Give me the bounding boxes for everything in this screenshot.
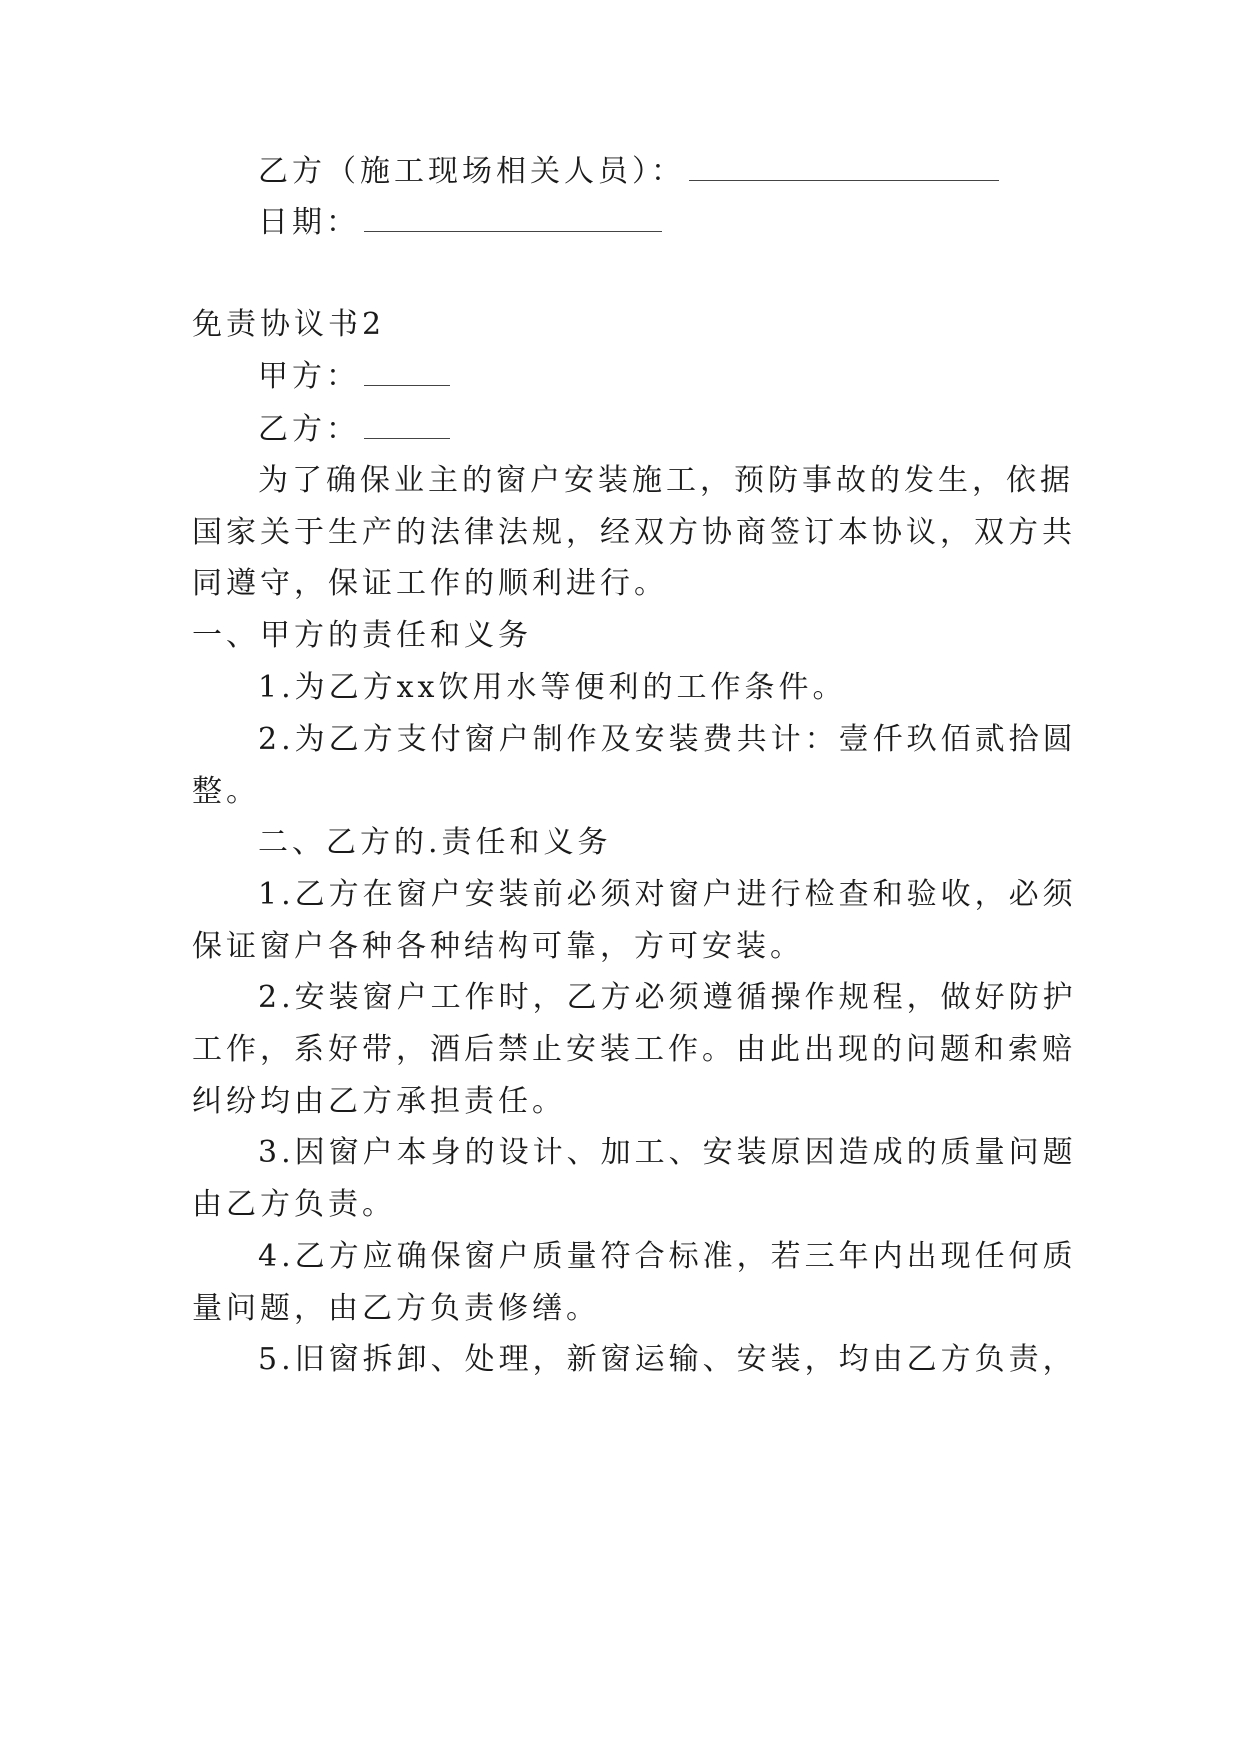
section2-item-4-line-2: 量问题，由乙方负责修缮。 <box>192 1291 600 1326</box>
section1-heading: 一、甲方的责任和义务 <box>192 618 532 653</box>
party-a-blank <box>364 359 450 386</box>
section2-item-2-line-2: 工作，系好带，酒后禁止安装工作。由此出现的问题和索赔 <box>192 1032 1076 1067</box>
signature-date-line <box>258 203 662 243</box>
section2-item-5-line-1: 5.旧窗拆卸、处理，新窗运输、安装，均由乙方负责， <box>258 1342 1077 1377</box>
party-b-line <box>258 410 450 450</box>
section2-item-4-line-1: 4.乙方应确保窗户质量符合标准，若三年内出现任何质 <box>258 1239 1077 1274</box>
signature-party-b-line <box>258 152 999 192</box>
section2-item-3-line-1: 3.因窗户本身的设计、加工、安装原因造成的质量问题 <box>258 1135 1077 1170</box>
section1-item-1-line-1: 1.为乙方xx饮用水等便利的工作条件。 <box>258 670 847 705</box>
signature-date-label: 日期： <box>258 205 360 240</box>
section2-item-1-line-1: 1.乙方在窗户安装前必须对窗户进行检查和验收，必须 <box>258 877 1077 912</box>
section1-item-2-line-1: 2.为乙方支付窗户制作及安装费共计：壹仟玖佰贰拾圆 <box>258 722 1077 757</box>
intro-line-2: 国家关于生产的法律法规，经双方协商签订本协议，双方共 <box>192 515 1076 550</box>
intro-line-3: 同遵守，保证工作的顺利进行。 <box>192 566 668 601</box>
section2-item-2-line-1: 2.安装窗户工作时，乙方必须遵循操作规程，做好防护 <box>258 980 1077 1015</box>
section1-item-2-line-2: 整。 <box>192 774 260 809</box>
section2-item-1-line-2: 保证窗户各种各种结构可靠，方可安装。 <box>192 929 804 964</box>
party-b-blank <box>364 412 450 439</box>
party-a-line <box>258 357 450 397</box>
agreement-title: 免责协议书2 <box>192 307 386 342</box>
party-b-label: 乙方： <box>258 412 360 447</box>
intro-line-1: 为了确保业主的窗户安装施工，预防事故的发生，依据 <box>258 463 1074 498</box>
section2-item-2-line-3: 纠纷均由乙方承担责任。 <box>192 1084 566 1119</box>
party-a-label: 甲方： <box>258 359 360 394</box>
signature-party-b-label: 乙方（施工现场相关人员）： <box>258 154 685 189</box>
signature-date-blank <box>364 205 662 232</box>
section2-heading: 二、乙方的.责任和义务 <box>258 825 612 860</box>
signature-party-b-blank <box>689 154 999 181</box>
section2-item-3-line-2: 由乙方负责。 <box>192 1187 396 1222</box>
